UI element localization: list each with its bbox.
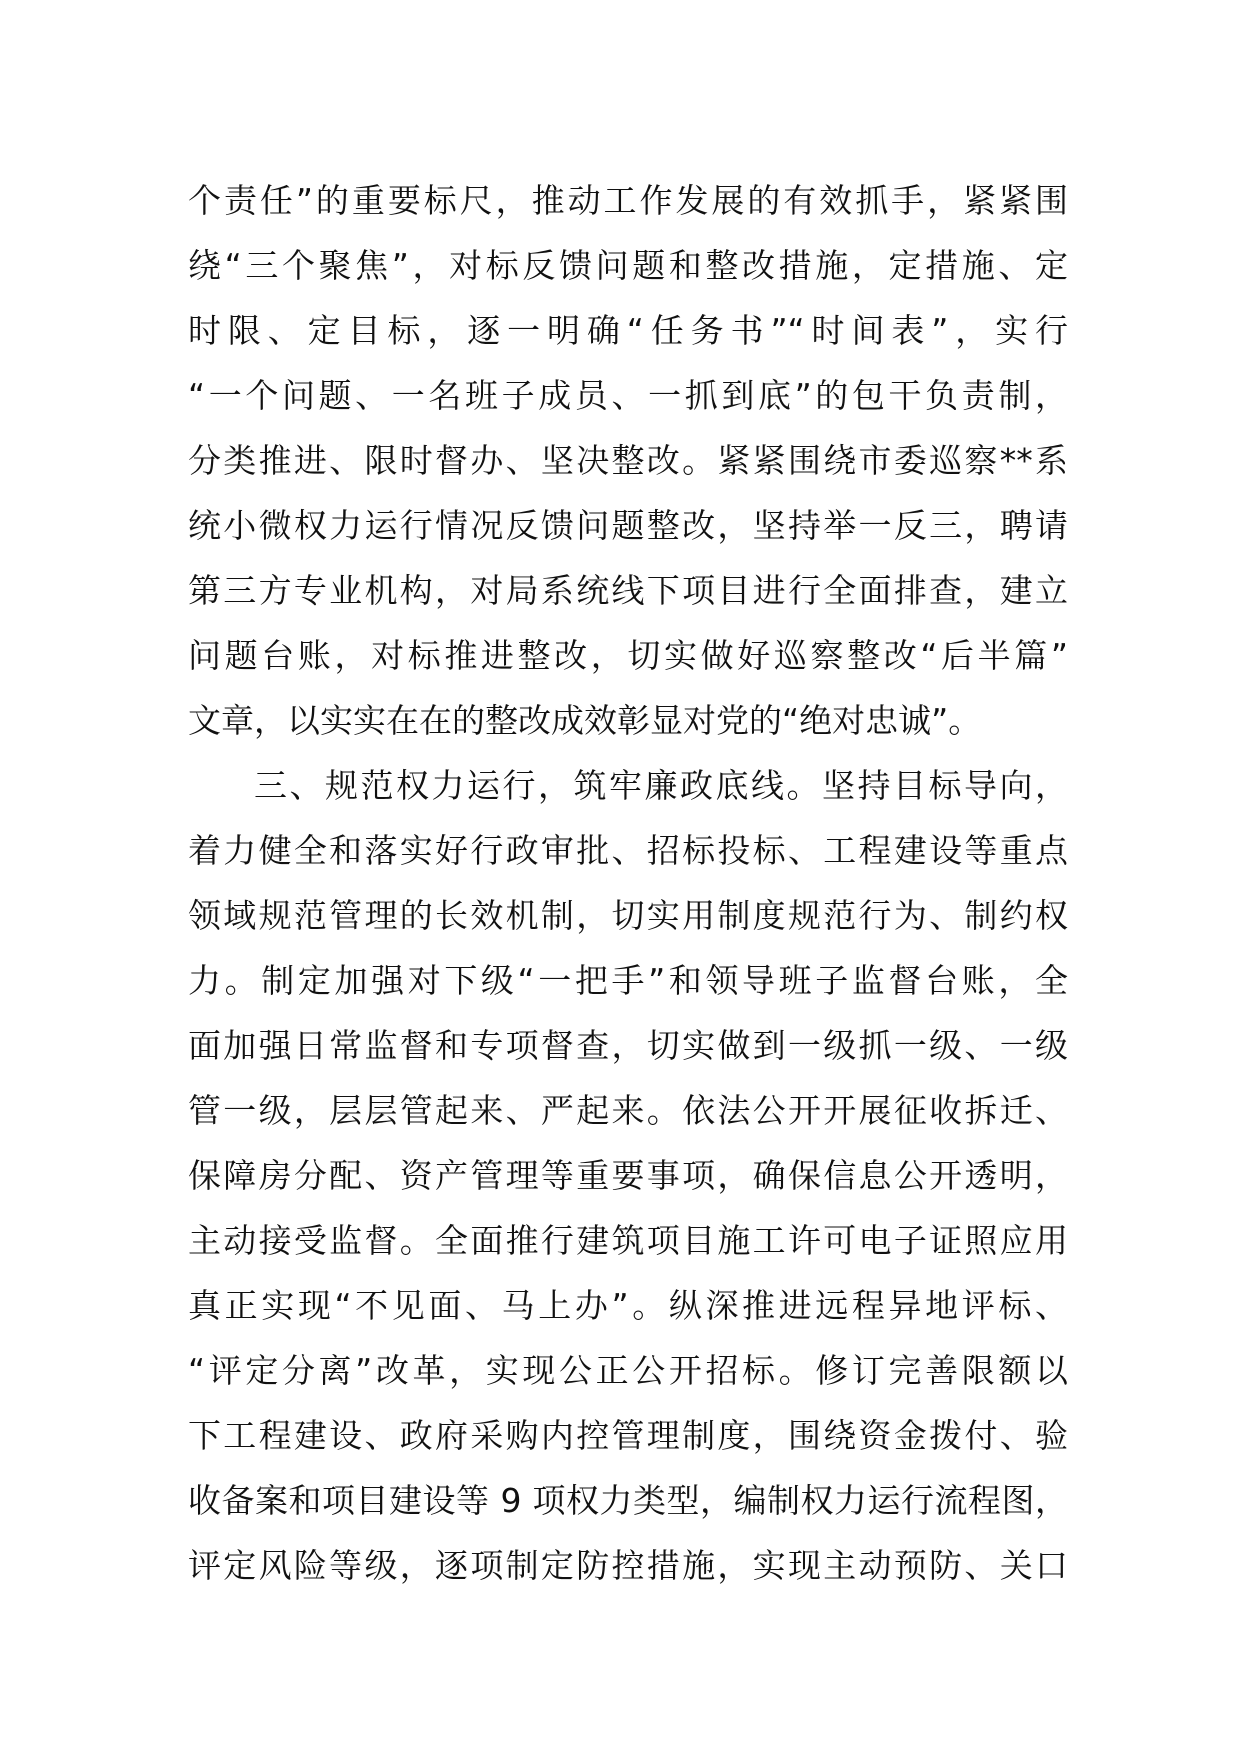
- text-line: 面加强日常监督和专项督查，切实做到一级抓一级、一级: [188, 1026, 1068, 1065]
- text-line: 问题台账，对标推进整改，切实做好巡察整改“后半篇”: [188, 636, 1068, 675]
- text-line: 时限、定目标，逐一明确“任务书”“时间表”，实行: [188, 311, 1068, 350]
- text-line: 保障房分配、资产管理等重要事项，确保信息公开透明，: [188, 1156, 1068, 1195]
- text-line: 第三方专业机构，对局系统线下项目进行全面排查，建立: [188, 571, 1068, 610]
- text-line: 收备案和项目建设等 9 项权力类型，编制权力运行流程图，: [188, 1481, 1068, 1520]
- text-line: 真正实现“不见面、马上办”。纵深推进远程异地评标、: [188, 1286, 1068, 1325]
- text-line: 绕“三个聚焦”，对标反馈问题和整改措施，定措施、定: [188, 246, 1068, 285]
- text-line: 评定风险等级，逐项制定防控措施，实现主动预防、关口: [188, 1546, 1068, 1585]
- text-line: “评定分离”改革，实现公正公开招标。修订完善限额以: [188, 1351, 1068, 1390]
- text-line: 领域规范管理的长效机制，切实用制度规范行为、制约权: [188, 896, 1068, 935]
- text-line: 下工程建设、政府采购内控管理制度，围绕资金拨付、验: [188, 1416, 1068, 1455]
- text-line: 个责任”的重要标尺，推动工作发展的有效抓手，紧紧围: [188, 181, 1068, 220]
- text-line: 管一级，层层管起来、严起来。依法公开开展征收拆迁、: [188, 1091, 1068, 1130]
- text-line: “一个问题、一名班子成员、一抓到底”的包干负责制，: [188, 376, 1068, 415]
- text-line: 着力健全和落实好行政审批、招标投标、工程建设等重点: [188, 831, 1068, 870]
- section-heading-line: 三、规范权力运行，筑牢廉政底线。坚持目标导向，: [254, 766, 1068, 805]
- text-line: 统小微权力运行情况反馈问题整改，坚持举一反三，聘请: [188, 506, 1068, 545]
- text-line: 文章，以实实在在的整改成效彰显对党的“绝对忠诚”。: [188, 701, 982, 740]
- body-text: [188, 168, 1068, 1598]
- text-line: 主动接受监督。全面推行建筑项目施工许可电子证照应用: [188, 1221, 1068, 1260]
- text-line: 力。制定加强对下级“一把手”和领导班子监督台账，全: [188, 961, 1068, 1000]
- text-line: 分类推进、限时督办、坚决整改。紧紧围绕市委巡察**系: [188, 441, 1068, 480]
